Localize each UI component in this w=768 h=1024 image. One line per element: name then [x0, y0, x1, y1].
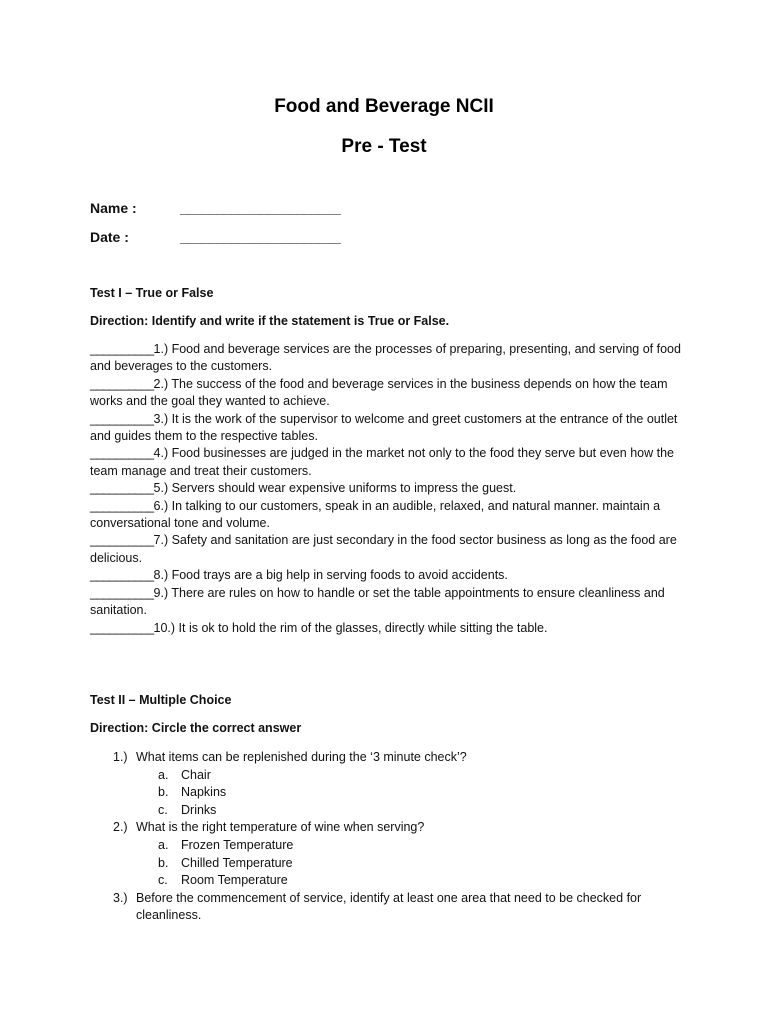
statement-text: 1.) Food and beverage services are the processes of preparing, presenting, and serving of food and beverages to the customers. — [90, 342, 681, 374]
option-letter: a. — [158, 767, 169, 782]
true-false-item — [90, 585, 682, 620]
answer-option[interactable] — [113, 872, 673, 890]
option-text: Chilled Temperature — [181, 855, 293, 870]
answer-blank: __________ — [90, 620, 154, 635]
test2-direction: Direction: Circle the correct answer — [90, 721, 302, 735]
statement-text: 2.) The success of the food and beverage services in the business depends on how the team works and the goal they wanted to achieve. — [90, 376, 668, 409]
question-number: 2.) — [113, 820, 128, 835]
true-false-item — [90, 567, 682, 584]
answer-option[interactable] — [113, 802, 673, 820]
question-item — [113, 749, 673, 767]
option-letter: a. — [158, 837, 169, 852]
answer-blank: __________ — [90, 446, 154, 461]
answer-option[interactable] — [113, 767, 673, 785]
test1-title: Test I – True or False — [90, 286, 214, 300]
statement-text: 10.) It is ok to hold the rim of the glasses, directly while sitting the table. — [153, 620, 548, 635]
option-text: Chair — [181, 767, 211, 782]
question-text: What is the right temperature of wine when serving? — [136, 820, 425, 835]
answer-option[interactable] — [113, 855, 673, 873]
statement-text: 7.) Safety and sanitation are just secondary in the food sector business as long as the food are delicious. — [90, 533, 677, 565]
name-field — [90, 200, 340, 216]
document-subtitle: Pre - Test — [341, 136, 427, 157]
answer-blank: __________ — [90, 411, 154, 426]
option-letter: b. — [158, 855, 169, 870]
true-false-item — [90, 620, 682, 637]
question-text: What items can be replenished during the ‘3 minute check’? — [136, 750, 467, 764]
date-blank-line: ______________________ — [180, 229, 341, 245]
true-false-item — [90, 445, 682, 480]
option-text: Room Temperature — [181, 873, 288, 888]
option-text: Frozen Temperature — [181, 837, 294, 852]
true-false-item — [90, 411, 682, 446]
option-text: Napkins — [181, 785, 227, 800]
answer-blank: __________ — [90, 533, 154, 548]
option-letter: b. — [158, 785, 169, 800]
true-false-item — [90, 341, 682, 376]
option-letter: c. — [158, 802, 168, 817]
statement-text: 9.) There are rules on how to handle or set the table appointments to ensure cleanliness and sanitation. — [90, 585, 665, 618]
question-number: 3.) — [113, 890, 128, 905]
date-field — [90, 229, 340, 245]
question-number: 1.) — [113, 750, 128, 764]
answer-blank: __________ — [90, 481, 154, 496]
answer-option[interactable] — [113, 784, 673, 802]
test2-title: Test II – Multiple Choice — [90, 693, 232, 707]
option-text: Drinks — [181, 802, 217, 817]
answer-blank: __________ — [90, 342, 154, 356]
answer-blank: __________ — [90, 498, 154, 513]
true-false-item — [90, 376, 682, 411]
question-item — [113, 890, 673, 925]
answer-blank: __________ — [90, 585, 154, 600]
question-item — [113, 819, 673, 837]
name-label: Name : — [90, 200, 137, 216]
test1-direction: Direction: Identify and write if the statement is True or False. — [90, 314, 450, 328]
name-blank-line: ______________________ — [180, 200, 341, 216]
multiple-choice-list — [113, 749, 673, 925]
answer-option[interactable] — [113, 837, 673, 855]
true-false-item — [90, 480, 682, 497]
statement-text: 8.) Food trays are a big help in serving foods to avoid accidents. — [153, 568, 508, 583]
true-false-item — [90, 532, 682, 567]
answer-blank: __________ — [90, 376, 154, 391]
statement-text: 5.) Servers should wear expensive uniforms to impress the guest. — [153, 481, 517, 496]
statement-text: 4.) Food businesses are judged in the market not only to the food they serve but even how the team manage and treat their customers. — [90, 446, 674, 478]
statement-text: 6.) In talking to our customers, speak in an audible, relaxed, and natural manner. maintain a conversational tone and volume. — [90, 498, 661, 531]
date-label: Date : — [90, 229, 129, 245]
statement-text: 3.) It is the work of the supervisor to welcome and greet customers at the entrance of the outlet and guides them to the respective tables. — [90, 411, 678, 444]
true-false-list — [90, 341, 682, 637]
option-letter: c. — [158, 873, 168, 888]
answer-blank: __________ — [90, 568, 154, 583]
document-title: Food and Beverage NCII — [274, 96, 494, 117]
true-false-item — [90, 498, 682, 533]
question-text: Before the commencement of service, identify at least one area that need to be checked for cleanliness. — [136, 890, 642, 923]
